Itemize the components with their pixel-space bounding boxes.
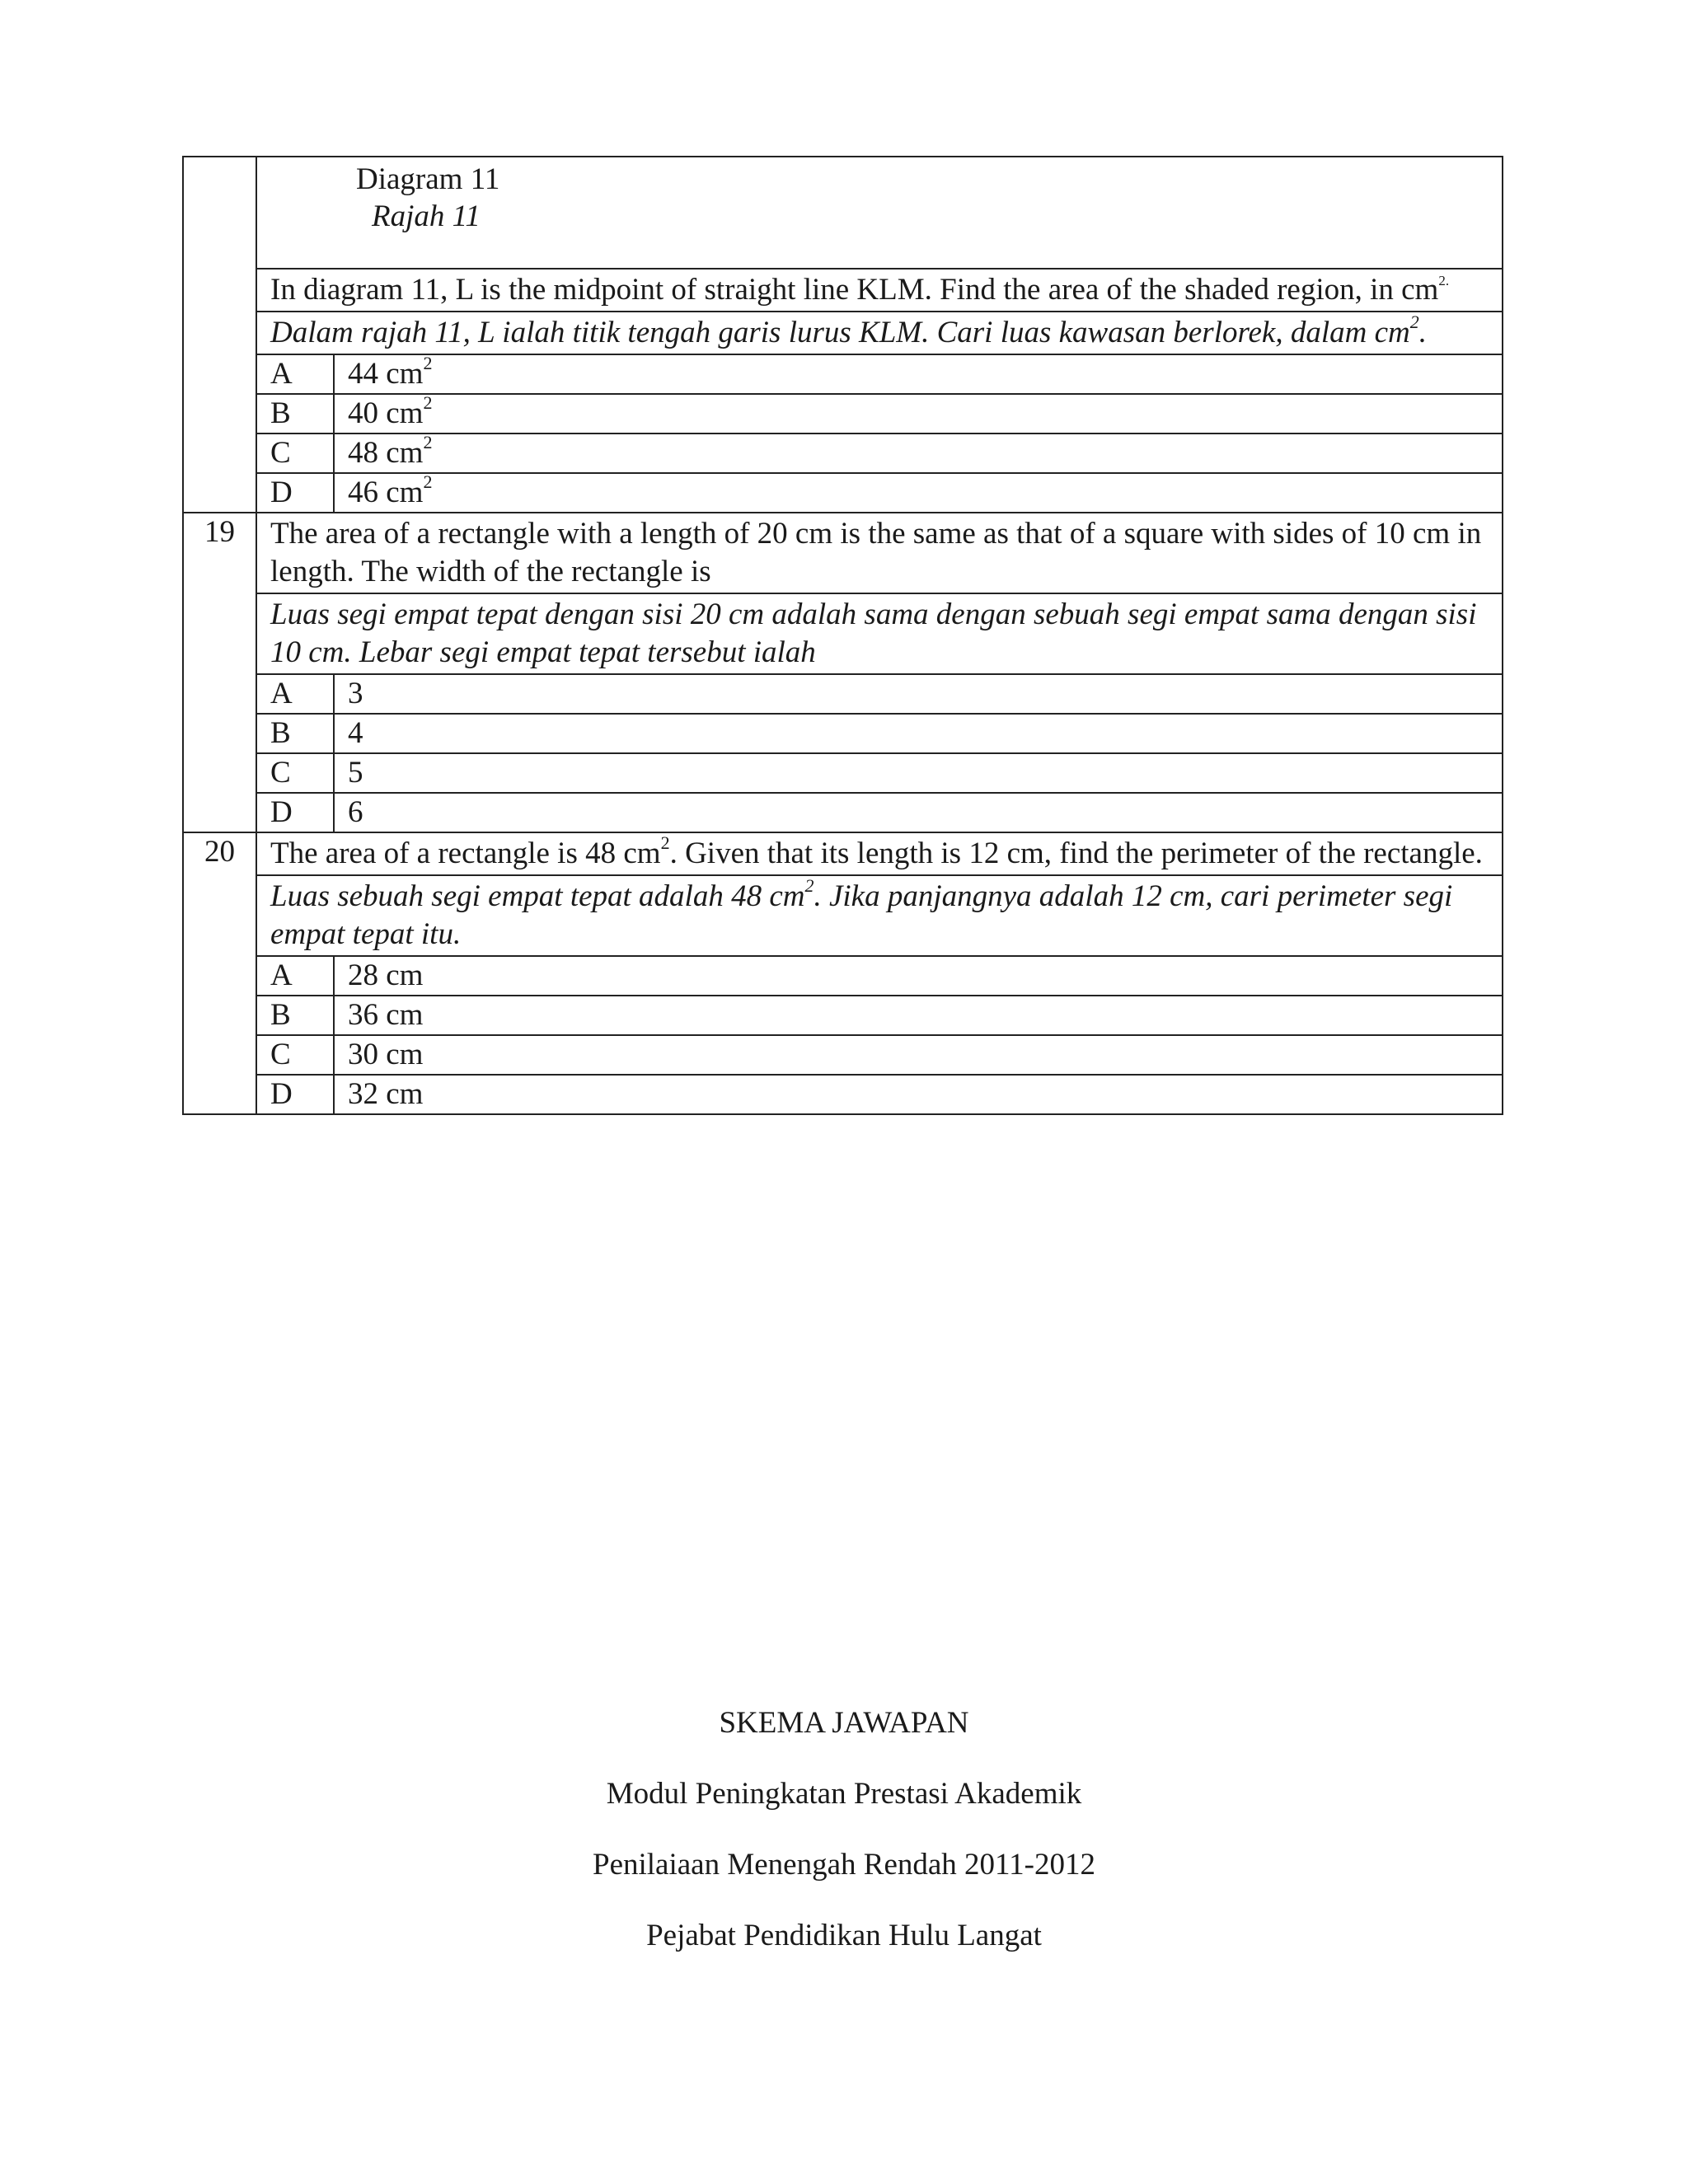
footer-line-3: Pejabat Pendidikan Hulu Langat [646, 1919, 1042, 1952]
question-table [182, 156, 1503, 1115]
option-value: 48 $cm^2$ [334, 434, 1503, 473]
footer-line-1: Modul Peningkatan Prestasi Akademik [606, 1777, 1082, 1811]
option-letter: B [256, 996, 334, 1035]
option-letter: A [256, 354, 334, 394]
question-stem-en: In diagram 11, L is the midpoint of straight line KLM. Find the area of the shaded region, in $cm^{2.}$ [256, 269, 1503, 312]
diagram-caption-ms: Rajah 11 [372, 199, 481, 233]
question-number: 20 [183, 832, 256, 1114]
option-letter: A [256, 956, 334, 996]
option-row [183, 996, 1503, 1035]
option-letter: C [256, 753, 334, 793]
option-letter: D [256, 473, 334, 513]
option-row [183, 674, 1503, 714]
question-stem-ms: Luas segi empat tepat dengan sisi 20 cm adalah sama dengan sebuah segi empat sama dengan sisi 10 cm. Lebar segi empat tepat tersebut ialah [256, 593, 1503, 674]
option-row [183, 793, 1503, 832]
question-stem-en: The area of a rectangle is 48 $cm^2$. Given that its length is 12 cm, find the perimeter of the rectangle. [256, 832, 1503, 875]
option-value: 30 cm [334, 1035, 1503, 1075]
option-row [183, 714, 1503, 753]
option-value: 5 [334, 753, 1503, 793]
question-stem-ms: Luas sebuah segi empat tepat adalah 48 $cm^2$. Jika panjangnya adalah 12 cm, cari perimeter segi empat tepat itu. [256, 875, 1503, 956]
option-value: 3 [334, 674, 1503, 714]
option-value: 44 $cm^2$ [334, 354, 1503, 394]
option-letter: C [256, 1035, 334, 1075]
option-row [183, 394, 1503, 434]
footer-title: SKEMA JAWAPAN [719, 1706, 969, 1740]
option-letter: A [256, 674, 334, 714]
diagram-caption-en: Diagram 11 [356, 162, 500, 196]
option-value: 4 [334, 714, 1503, 753]
option-letter: B [256, 394, 334, 434]
diagram-caption-cell [256, 157, 1503, 269]
option-value: 36 cm [334, 996, 1503, 1035]
question-stem-en: The area of a rectangle with a length of 20 cm is the same as that of a square with sides of 10 cm in length. The width of the rectangle is [256, 513, 1503, 593]
footer-line-2: Penilaiaan Menengah Rendah 2011-2012 [593, 1848, 1095, 1882]
option-value: 40 $cm^2$ [334, 394, 1503, 434]
question-number-cell [183, 157, 256, 513]
option-letter: D [256, 1075, 334, 1114]
option-row [183, 1035, 1503, 1075]
option-row [183, 354, 1503, 394]
question-number: 19 [183, 513, 256, 832]
option-value: 32 cm [334, 1075, 1503, 1114]
option-value: 28 cm [334, 956, 1503, 996]
option-letter: D [256, 793, 334, 832]
option-value: 46 $cm^2$ [334, 473, 1503, 513]
option-row [183, 753, 1503, 793]
option-row [183, 956, 1503, 996]
option-row [183, 473, 1503, 513]
question-stem-ms: Dalam rajah 11, L ialah titik tengah garis lurus KLM. Cari luas kawasan berlorek, dalam $cm^2$. [256, 312, 1503, 354]
option-value: 6 [334, 793, 1503, 832]
option-row [183, 434, 1503, 473]
option-row [183, 1075, 1503, 1114]
option-letter: B [256, 714, 334, 753]
option-letter: C [256, 434, 334, 473]
